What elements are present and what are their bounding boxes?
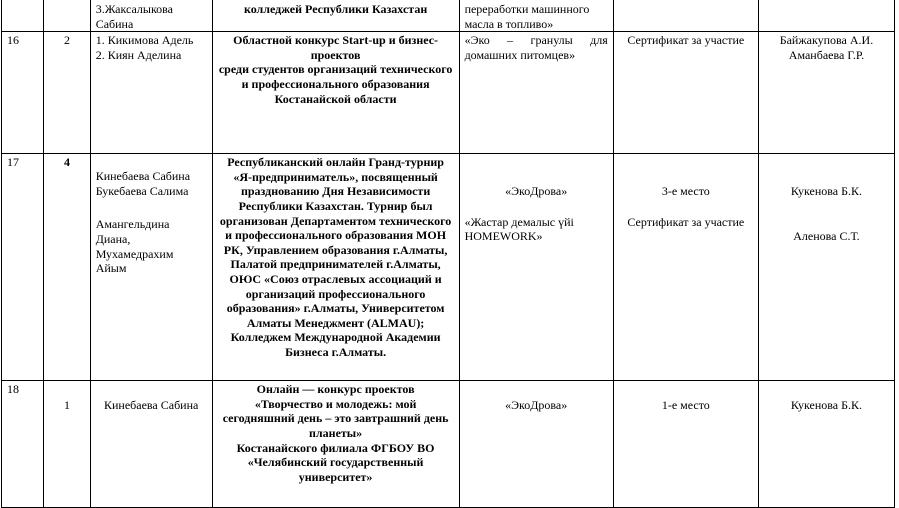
participant-count: 2: [64, 33, 70, 48]
participant-name: Букебаева Салима: [95, 183, 189, 198]
cell-participants: [90, 32, 212, 154]
table-row-continued: [2, 0, 895, 32]
event-description: Республиканский онлайн Гранд-турнир «Я-предприниматель», посвященный празднованию Дня Независимости Республики Казахстан. Турнир был организован Департаментом технического и профессионального образования МОН РК, Управлением образования г.Алматы, Палатой предпринимателей г.Алматы, ОЮС «Союз отраслевых ассоциаций и организаций профессионального образования» г.Алматы, Университетом Алматы Менеджмент (ALMAU); Колледжем Международной Академии Бизнеса г.Алматы.: [219, 155, 452, 359]
cell-count: [44, 0, 90, 32]
cell-participants: [90, 154, 212, 381]
row-number: 18: [7, 382, 19, 397]
participant-name: 2. Киян Аделина: [95, 47, 182, 62]
event-title: Онлайн — конкурс проектов: [256, 382, 415, 397]
cell-num: [2, 154, 44, 381]
participant-name: Кинебаева Сабина: [103, 398, 199, 413]
cell-project: [459, 154, 613, 381]
cell-mentor: [758, 381, 894, 508]
mentor-name: Кукенова Б.К.: [790, 398, 862, 413]
spacer: [96, 198, 207, 217]
cell-project: [459, 0, 613, 32]
project-name: «ЭкоДрова»: [505, 184, 568, 199]
cell-num: [2, 32, 44, 154]
event-organizer: Костанайского филиала ФГБОУ ВО: [236, 440, 435, 455]
project-name: «Жастар демалыс үйі HOMEWORK»: [464, 214, 574, 244]
cell-result: [613, 381, 758, 508]
event-text: колледжей Республики Казахстан: [243, 2, 428, 16]
event-theme: «Творчество и молодежь: мой сегодняшний день – это завтрашний день планеты»: [222, 396, 449, 440]
project-name: «Эко – гранулы для домашних питомцев»: [464, 33, 608, 62]
spacer: [465, 199, 608, 215]
participant-count: 4: [64, 155, 70, 170]
mentor-name: Байжакупова А.И.: [779, 33, 874, 48]
participant-name: 1. Кикимова Адель: [95, 33, 194, 48]
cell-count: [44, 154, 90, 381]
event-description: среди студентов организаций технического и профессионального образования Костанайской области: [218, 62, 453, 106]
cell-participants: [90, 381, 212, 508]
event-organizer: «Челябинский государственный университет»: [247, 455, 424, 484]
cell-count: [44, 32, 90, 154]
cell-project: [459, 32, 613, 154]
event-title: Областной конкурс Start-up и бизнес-проектов: [233, 33, 439, 62]
cell-num: [2, 381, 44, 508]
cell-event: [212, 0, 459, 32]
mentor-name: Кукенова Б.К.: [790, 184, 862, 199]
cell-result: [613, 154, 758, 381]
participants-text: 3.Жаксалыкова Сабина: [95, 2, 174, 31]
table-row: [2, 154, 895, 381]
result-text: Сертификат за участие: [627, 33, 745, 48]
cell-result: [613, 32, 758, 154]
cell-num: [2, 0, 44, 32]
result-text: 3-е место: [661, 184, 710, 199]
cell-event: [212, 154, 459, 381]
project-text: переработки машинного масла в топливо»: [464, 2, 590, 31]
result-text: 1-е место: [661, 398, 710, 413]
row-number: 16: [7, 33, 19, 48]
results-table: [1, 0, 895, 508]
row-number: 17: [7, 155, 19, 170]
cell-mentor: [758, 154, 894, 381]
cell-mentor: [758, 32, 894, 154]
cell-project: [459, 381, 613, 508]
table-row: [2, 32, 895, 154]
mentor-name: Аманбаева Г.Р.: [788, 47, 865, 62]
cell-mentor: [758, 0, 894, 32]
cell-event: [212, 32, 459, 154]
participant-count: 1: [64, 398, 70, 413]
participant-names: Амангельдина Диана, Мухамедрахим Айым: [95, 217, 174, 276]
cell-count: [44, 381, 90, 508]
mentor-name: Аленова С.Т.: [793, 228, 860, 243]
project-name: «ЭкоДрова»: [505, 398, 568, 413]
table-row: [2, 381, 895, 508]
result-text: Сертификат за участие: [627, 214, 745, 229]
participant-name: Кинебаева Сабина: [95, 169, 191, 184]
spacer: [764, 199, 889, 229]
cell-participants: [90, 0, 212, 32]
cell-event: [212, 381, 459, 508]
cell-result: [613, 0, 758, 32]
spacer: [619, 199, 753, 215]
